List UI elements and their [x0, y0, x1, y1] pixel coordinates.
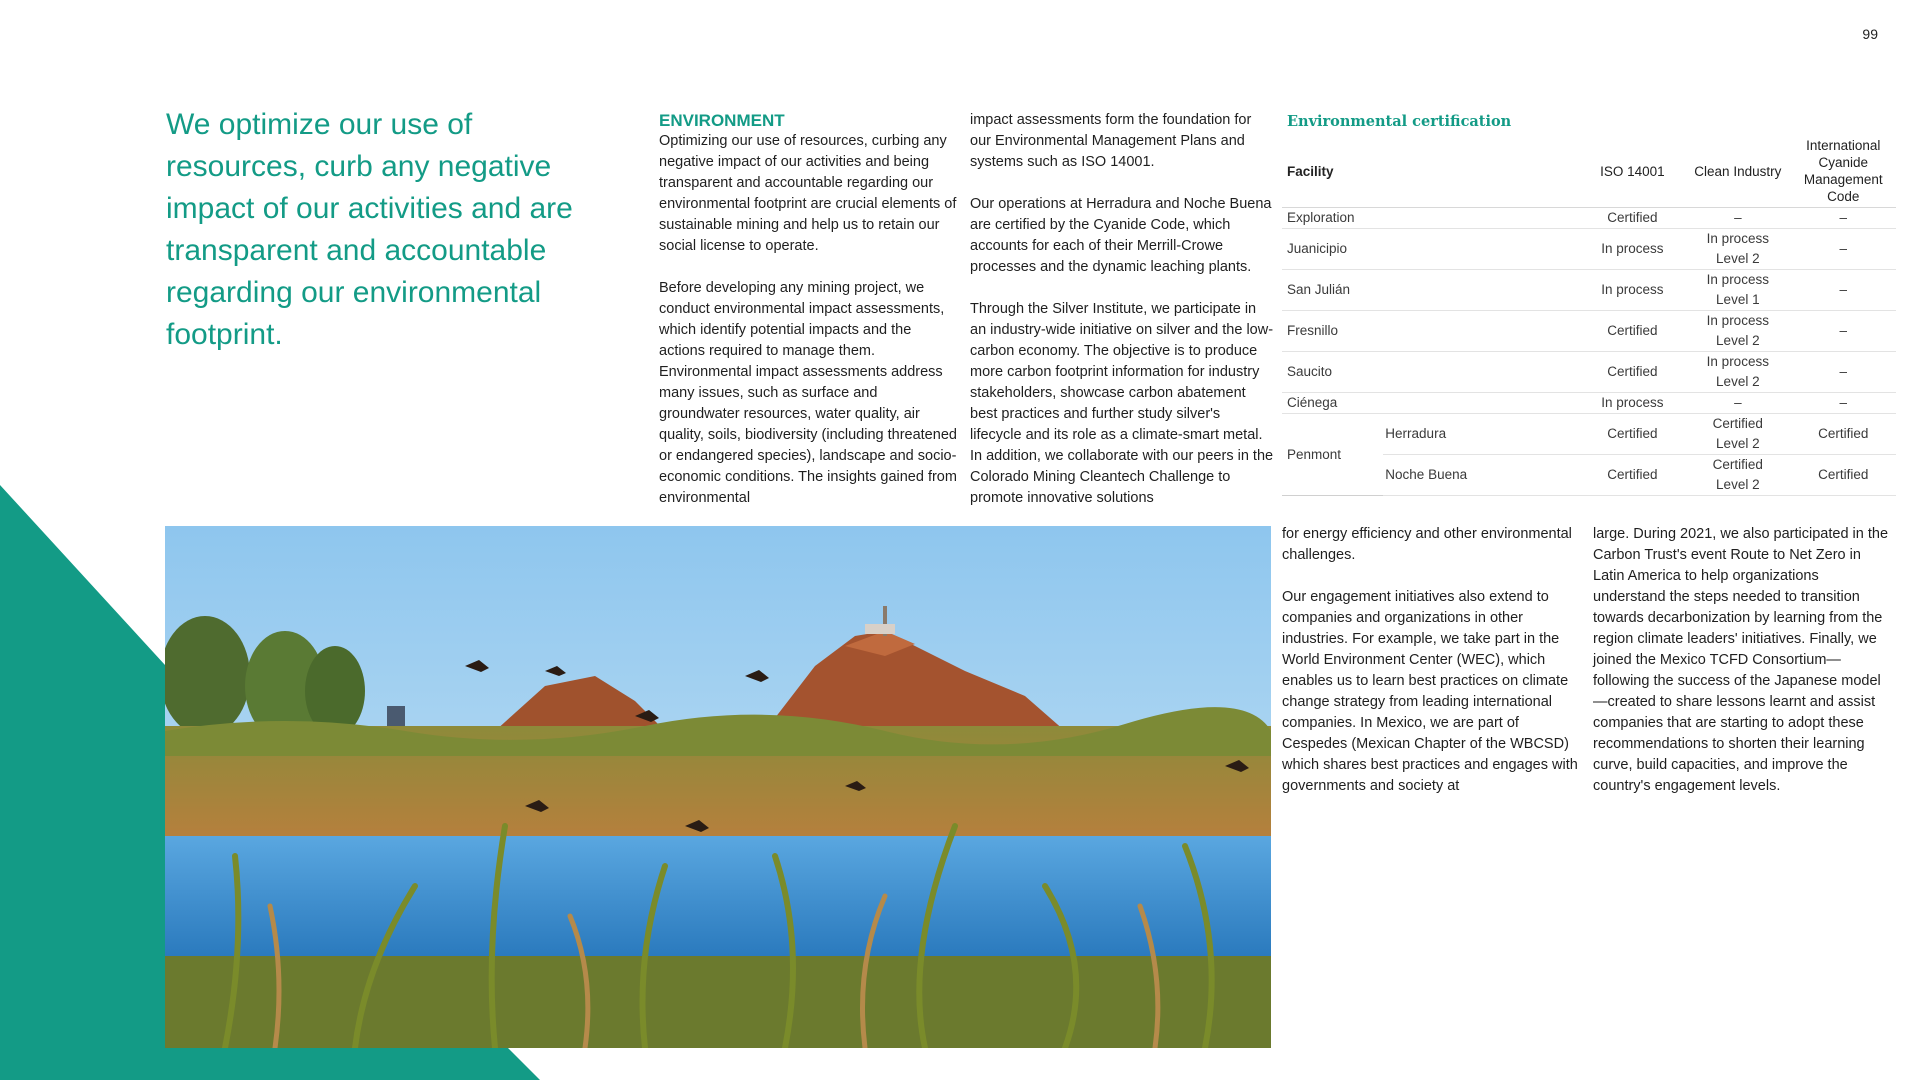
landscape-photo	[165, 526, 1271, 1048]
paragraph: Optimizing our use of resources, curbing any negative impact of our activities and being transparent and accountable regarding our environmental footprint are crucial elements of sustainable mining and help us to retain our social license to operate.	[659, 133, 957, 254]
clean-industry-cell: In process Level 1	[1685, 270, 1790, 311]
facility-cell: Ciénega	[1282, 393, 1580, 414]
iso-cell: In process	[1580, 393, 1685, 414]
text-column-4	[1593, 524, 1895, 797]
paragraph: for energy efficiency and other environmental challenges.	[1282, 526, 1572, 563]
text-column-2	[970, 110, 1275, 509]
facility-cell: Fresnillo	[1282, 311, 1580, 352]
table-row	[1282, 414, 1896, 455]
cyanide-code-cell: –	[1791, 270, 1896, 311]
paragraph: Through the Silver Institute, we participate in an industry-wide initiative on silver and the low-carbon economy. The objective is to produce more carbon footprint information for industry stakeholders, showcase carbon abatement best practices and further study silver's lifecycle and its role as a climate-smart metal. In addition, we collaborate with our peers in the Colorado Mining Cleantech Challenge to promote innovative solutions	[970, 301, 1274, 506]
facility-cell: Saucito	[1282, 352, 1580, 393]
iso-cell: Certified	[1580, 311, 1685, 352]
clean-industry-cell: In process Level 2	[1685, 229, 1790, 270]
table-row	[1282, 311, 1896, 352]
section-heading: ENVIRONMENT	[659, 111, 785, 130]
iso-cell: In process	[1580, 270, 1685, 311]
iso-cell: Certified	[1580, 352, 1685, 393]
paragraph: Before developing any mining project, we conduct environmental impact assessments, which identify potential impacts and the actions required to manage them. Environmental impact assessments address many issues, such as surface and groundwater resources, water quality, air quality, soils, biodiversity (including threatened or endangered species), landscape and socio-economic conditions. The insights gained from environmental	[659, 280, 957, 506]
cyanide-code-cell: –	[1791, 352, 1896, 393]
site-cell: Herradura	[1383, 414, 1579, 455]
clean-industry-cell: Certified Level 2	[1685, 455, 1790, 496]
certification-table-title: Environmental certification	[1287, 113, 1512, 130]
paragraph: Our engagement initiatives also extend to companies and organizations in other industries. For example, we take part in the World Environment Center (WEC), which enables us to learn best practices on climate change strategy from leading international companies. In Mexico, we are part of Cespedes (Mexican Chapter of the WBCSD) which shares best practices and engages with governments and society at	[1282, 589, 1578, 794]
cyanide-code-cell: –	[1791, 311, 1896, 352]
text-column-3	[1282, 524, 1582, 797]
clean-industry-cell: In process Level 2	[1685, 311, 1790, 352]
clean-industry-cell: –	[1685, 208, 1790, 229]
cyanide-code-cell: Certified	[1791, 455, 1896, 496]
header-facility: Facility	[1282, 135, 1580, 208]
paragraph: Our operations at Herradura and Noche Buena are certified by the Cyanide Code, which accounts for each of their Merrill-Crowe processes and the dynamic leaching plants.	[970, 196, 1272, 275]
table-row	[1282, 208, 1896, 229]
header-iso: ISO 14001	[1580, 135, 1685, 208]
clean-industry-cell: –	[1685, 393, 1790, 414]
cyanide-code-cell: –	[1791, 393, 1896, 414]
cyanide-code-cell: –	[1791, 208, 1896, 229]
table-row	[1282, 270, 1896, 311]
header-cyanide-code: International Cyanide Management Code	[1791, 135, 1896, 208]
paragraph: large. During 2021, we also participated in the Carbon Trust's event Route to Net Zero in Latin America to help organizations understand the steps needed to transition towards decarbonization by learning from the region climate leaders' initiatives. Finally, we joined the Mexico TCFD Consortium—following the success of the Japanese model—created to share lessons learnt and assist companies that are starting to adopt these recommendations to shorten their learning curve, build capacities, and improve the country's engagement levels.	[1593, 526, 1889, 794]
iso-cell: Certified	[1580, 455, 1685, 496]
cyanide-code-cell: –	[1791, 229, 1896, 270]
pull-quote: We optimize our use of resources, curb any negative impact of our activities and are transparent and accountable regarding our environmental footprint.	[166, 108, 573, 351]
facility-cell: Exploration	[1282, 208, 1580, 229]
iso-cell: In process	[1580, 229, 1685, 270]
iso-cell: Certified	[1580, 414, 1685, 455]
site-cell: Noche Buena	[1383, 455, 1579, 496]
iso-cell: Certified	[1580, 208, 1685, 229]
paragraph: impact assessments form the foundation for our Environmental Management Plans and systems such as ISO 14001.	[970, 112, 1252, 170]
table-row	[1282, 393, 1896, 414]
certification-table	[1282, 135, 1896, 496]
cyanide-code-cell: Certified	[1791, 414, 1896, 455]
text-column-1	[659, 110, 959, 509]
table-row	[1282, 229, 1896, 270]
header-clean-industry: Clean Industry	[1685, 135, 1790, 208]
facility-cell: San Julián	[1282, 270, 1580, 311]
facility-cell: Juanicipio	[1282, 229, 1580, 270]
group-facility-cell: Penmont	[1282, 414, 1383, 496]
clean-industry-cell: In process Level 2	[1685, 352, 1790, 393]
clean-industry-cell: Certified Level 2	[1685, 414, 1790, 455]
page-number: 99	[1862, 26, 1878, 42]
table-row	[1282, 352, 1896, 393]
